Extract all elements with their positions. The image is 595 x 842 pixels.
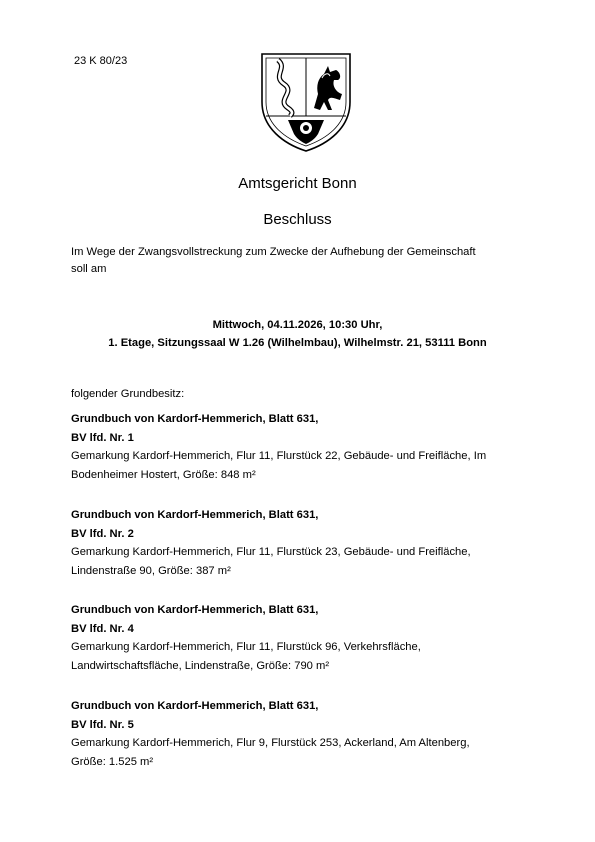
intro-line-1: Im Wege der Zwangsvollstreckung zum Zwecke der Aufhebung der Gemeinschaft bbox=[71, 246, 476, 258]
parcel-entry bbox=[71, 410, 551, 484]
parcel-bv-number: BV lfd. Nr. 5 bbox=[71, 718, 134, 731]
intro-line-2: soll am bbox=[71, 263, 107, 275]
appointment-block bbox=[0, 316, 595, 352]
parcel-register: Grundbuch von Kardorf-Hemmerich, Blatt 631, bbox=[71, 700, 319, 712]
parcel-description: Lindenstraße 90, Größe: 387 m² bbox=[71, 564, 231, 577]
case-number: 23 K 80/23 bbox=[74, 55, 128, 67]
coat-of-arms-icon bbox=[258, 50, 354, 154]
intro-paragraph bbox=[71, 244, 541, 278]
parcel-bv-number: BV lfd. Nr. 1 bbox=[71, 431, 134, 444]
parcel-bv-number: BV lfd. Nr. 4 bbox=[71, 622, 134, 635]
parcel-description: Gemarkung Kardorf-Hemmerich, Flur 11, Flurstück 23, Gebäude- und Freifläche, bbox=[71, 546, 471, 558]
parcel-register: Grundbuch von Kardorf-Hemmerich, Blatt 631, bbox=[71, 413, 319, 425]
document-title: Beschluss bbox=[263, 211, 332, 228]
appointment-location: 1. Etage, Sitzungssaal W 1.26 (Wilhelmbau), Wilhelmstr. 21, 53111 Bonn bbox=[108, 337, 487, 349]
parcel-entry bbox=[71, 601, 551, 675]
parcel-entry bbox=[71, 697, 551, 771]
parcel-register: Grundbuch von Kardorf-Hemmerich, Blatt 631, bbox=[71, 509, 319, 521]
parcel-description: Größe: 1.525 m² bbox=[71, 755, 154, 768]
property-intro: folgender Grundbesitz: bbox=[71, 388, 185, 400]
parcel-description: Landwirtschaftsfläche, Lindenstraße, Größe: 790 m² bbox=[71, 659, 330, 672]
appointment-datetime: Mittwoch, 04.11.2026, 10:30 Uhr, bbox=[212, 319, 383, 331]
court-name: Amtsgericht Bonn bbox=[238, 175, 357, 192]
parcel-bv-number: BV lfd. Nr. 2 bbox=[71, 527, 134, 540]
parcel-description: Gemarkung Kardorf-Hemmerich, Flur 11, Flurstück 96, Verkehrsfläche, bbox=[71, 641, 421, 653]
parcel-description: Bodenheimer Hostert, Größe: 848 m² bbox=[71, 468, 256, 481]
parcel-entry bbox=[71, 506, 551, 580]
parcel-description: Gemarkung Kardorf-Hemmerich, Flur 11, Flurstück 22, Gebäude- und Freifläche, Im bbox=[71, 450, 487, 462]
parcel-description: Gemarkung Kardorf-Hemmerich, Flur 9, Flurstück 253, Ackerland, Am Altenberg, bbox=[71, 737, 470, 749]
parcel-register: Grundbuch von Kardorf-Hemmerich, Blatt 631, bbox=[71, 604, 319, 616]
